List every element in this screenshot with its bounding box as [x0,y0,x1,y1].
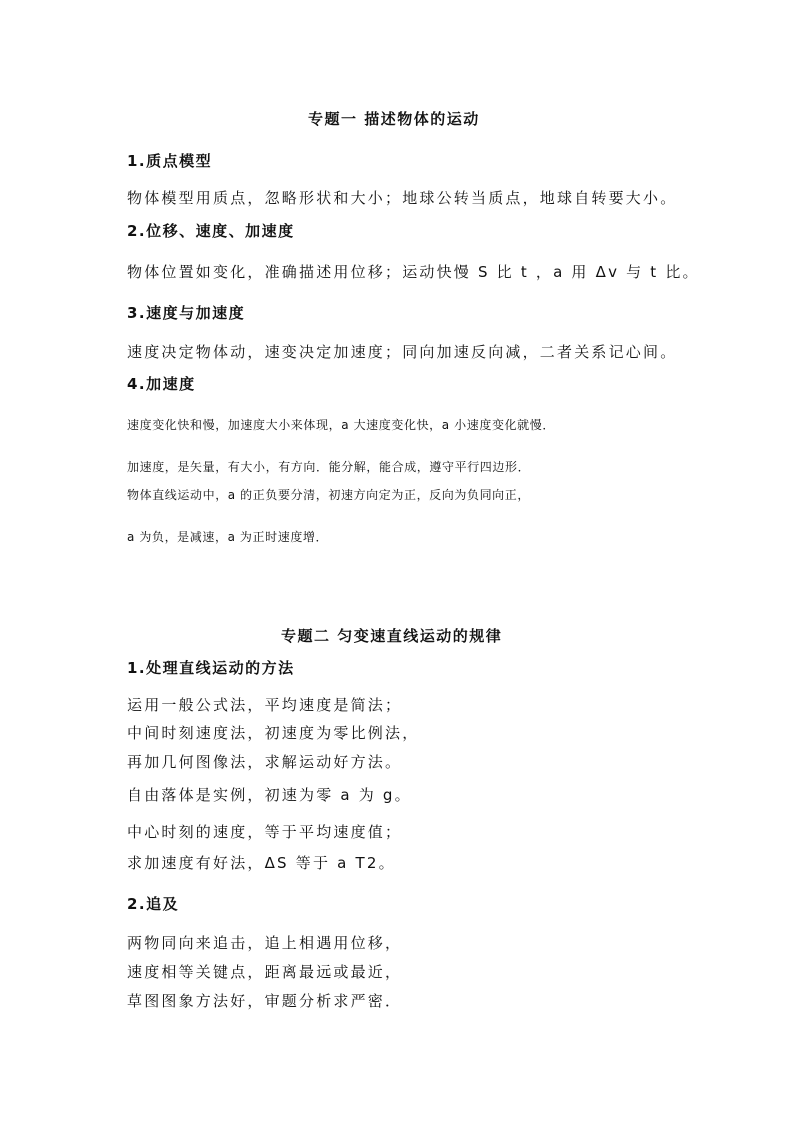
section-1-paragraph-4-line-4: a 为负，是减速，a 为正时速度增． [127,530,329,544]
section-2-paragraph-1-line-6: 求加速度有好法，ΔS 等于 a T2。 [127,854,396,872]
section-1-title: 专题一 描述物体的运动 [308,110,480,128]
section-2-paragraph-2-line-3: 草图图象方法好，审题分析求严密． [127,992,403,1010]
section-2-heading-2: 2.追及 [127,895,180,913]
section-2-paragraph-2-line-1: 两物同向来追击，追上相遇用位移， [127,934,403,952]
section-2-paragraph-1-line-2: 中间时刻速度法，初速度为零比例法， [127,724,420,742]
section-2-heading-1: 1.处理直线运动的方法 [127,659,295,677]
section-1-paragraph-3: 速度决定物体动，速变决定加速度；同向加速反向减，二者关系记心间。 [127,343,678,361]
section-2-paragraph-2-line-2: 速度相等关键点，距离最远或最近， [127,963,403,981]
section-2-title: 专题二 匀变速直线运动的规律 [281,627,503,645]
section-1-paragraph-4-line-3: 物体直线运动中，a 的正负要分清，初速方向定为正，反向为负同向正， [127,488,530,502]
section-1-heading-1: 1.质点模型 [127,152,213,170]
section-2-paragraph-1-line-1: 运用一般公式法，平均速度是简法； [127,696,403,714]
section-1-heading-2: 2.位移、速度、加速度 [127,222,295,240]
section-2-paragraph-1-line-5: 中心时刻的速度，等于平均速度值； [127,823,403,841]
section-1-paragraph-4-line-1: 速度变化快和慢，加速度大小来体现，a 大速度变化快，a 小速度变化就慢． [127,418,555,432]
section-1-paragraph-4-line-2: 加速度，是矢量，有大小，有方向．能分解，能合成，遵守平行四边形． [127,460,531,474]
section-2-paragraph-1-line-3: 再加几何图像法，求解运动好方法。 [127,753,403,771]
section-2-paragraph-1-line-4: 自由落体是实例，初速为零 a 为 g。 [127,786,412,804]
section-1-heading-4: 4.加速度 [127,375,196,393]
section-1-heading-3: 3.速度与加速度 [127,304,246,322]
section-1-paragraph-2: 物体位置如变化，准确描述用位移；运动快慢 S 比 t ，a 用 Δv 与 t 比。 [127,263,700,281]
section-1-paragraph-1: 物体模型用质点，忽略形状和大小；地球公转当质点，地球自转要大小。 [127,189,678,207]
